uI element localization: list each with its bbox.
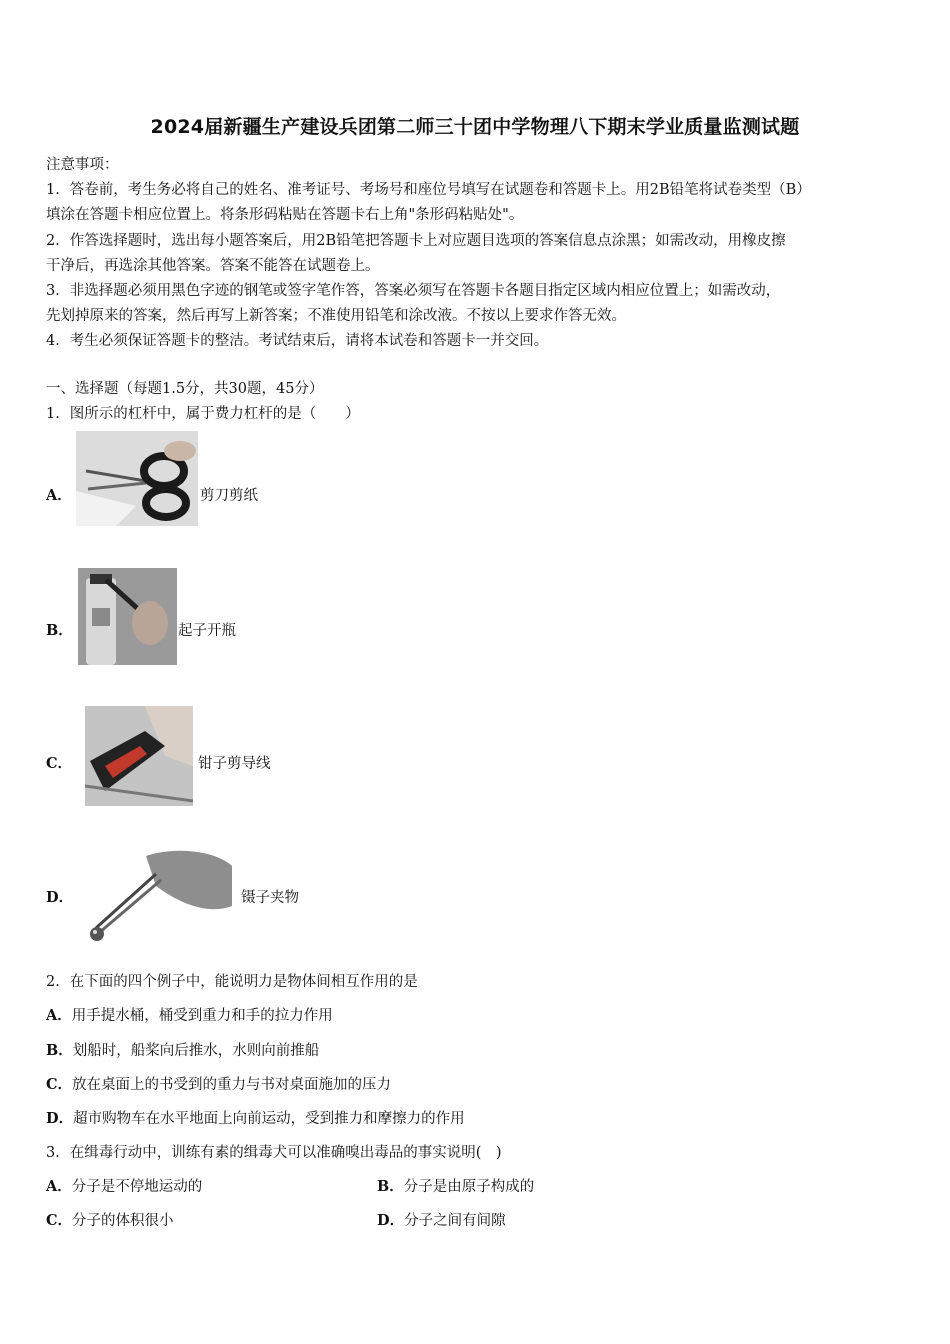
bottle-opener-image bbox=[78, 568, 177, 665]
notice-item-3-line-2: 先划掉原来的答案，然后再写上新答案；不准使用铅笔和涂改液。不按以上要求作答无效。 bbox=[46, 308, 626, 324]
q1-option-d-text: 镊子夹物 bbox=[241, 890, 299, 906]
notice-heading: 注意事项： bbox=[46, 157, 119, 173]
q1-option-b-text: 起子开瓶 bbox=[178, 623, 236, 639]
page-title: 2024届新疆生产建设兵团第二师三十团中学物理八下期末学业质量监测试题 bbox=[150, 116, 800, 138]
q3-option-c-text: 分子的体积很小 bbox=[72, 1213, 174, 1229]
q3-option-b-text: 分子是由原子构成的 bbox=[403, 1179, 535, 1195]
pliers-cutting-wire-image bbox=[85, 706, 193, 806]
q2-option-d-text: 超市购物车在水平地面上向前运动，受到推力和摩擦力的作用 bbox=[73, 1111, 465, 1127]
q2-option-c-text: 放在桌面上的书受到的重力与书对桌面施加的压力 bbox=[72, 1077, 392, 1093]
q3-option-c-letter: C． bbox=[46, 1212, 73, 1229]
q2-option-a bbox=[46, 1004, 333, 1025]
q2-option-b-text: 划船时，船桨向后推水，水则向前推船 bbox=[72, 1043, 320, 1059]
q2-option-b bbox=[46, 1039, 319, 1060]
q1-option-a-text: 剪刀剪纸 bbox=[200, 488, 258, 504]
notice-item-2-line-1: 2．作答选择题时，选出每小题答案后，用2B铅笔把答题卡上对应题目选项的答案信息点涂黑；如需改动，用橡皮擦 bbox=[46, 233, 786, 249]
q2-option-c bbox=[46, 1073, 391, 1094]
bottle-opener-icon bbox=[78, 568, 177, 665]
question-3-stem: 3．在缉毒行动中，训练有素的缉毒犬可以准确嗅出毒品的事实说明( ) bbox=[46, 1145, 502, 1161]
notice-item-4: 4．考生必须保证答题卡的整洁。考试结束后，请将本试卷和答题卡一并交回。 bbox=[46, 333, 549, 349]
tweezers-icon bbox=[86, 846, 232, 944]
section-heading: 一、选择题（每题1.5分，共30题，45分） bbox=[46, 381, 324, 397]
q2-option-c-letter: C． bbox=[46, 1076, 73, 1093]
q3-option-d-letter: D． bbox=[377, 1212, 405, 1229]
pliers-icon bbox=[85, 706, 193, 806]
question-2-stem: 2．在下面的四个例子中，能说明力是物体间相互作用的是 bbox=[46, 974, 418, 990]
question-1-stem: 1．图所示的杠杆中，属于费力杠杆的是（ ） bbox=[46, 406, 360, 422]
scissors-cutting-paper-image bbox=[76, 431, 198, 526]
q1-option-b-letter: B． bbox=[46, 622, 73, 639]
q2-option-d-letter: D． bbox=[46, 1110, 74, 1127]
tweezers-holding-object-image bbox=[86, 846, 232, 944]
q3-option-d bbox=[377, 1209, 506, 1230]
q1-option-d-letter: D． bbox=[46, 889, 74, 906]
q3-option-d-text: 分子之间有间隙 bbox=[404, 1213, 506, 1229]
scissors-icon bbox=[76, 431, 198, 526]
q3-option-a bbox=[46, 1175, 202, 1196]
notice-item-1-line-1: 1．答卷前，考生务必将自己的姓名、准考证号、考场号和座位号填写在试题卷和答题卡上。用2B铅笔将试卷类型（B） bbox=[46, 182, 811, 198]
q3-option-c bbox=[46, 1209, 174, 1230]
q2-option-a-text: 用手提水桶，桶受到重力和手的拉力作用 bbox=[71, 1008, 333, 1024]
q1-option-a-letter: A． bbox=[46, 487, 72, 504]
q1-option-c-letter: C． bbox=[46, 755, 73, 772]
q2-option-d bbox=[46, 1107, 465, 1128]
notice-item-2-line-2: 干净后，再选涂其他答案。答案不能答在试题卷上。 bbox=[46, 258, 380, 274]
notice-item-3-line-1: 3．非选择题必须用黑色字迹的钢笔或签字笔作答，答案必须写在答题卡各题目指定区域内相应位置上；如需改动， bbox=[46, 283, 781, 299]
q3-option-a-letter: A． bbox=[46, 1178, 72, 1195]
q3-option-a-text: 分子是不停地运动的 bbox=[71, 1179, 203, 1195]
q3-option-b bbox=[377, 1175, 534, 1196]
q2-option-a-letter: A． bbox=[46, 1007, 72, 1024]
q3-option-b-letter: B． bbox=[377, 1178, 404, 1195]
q1-option-c-text: 钳子剪导线 bbox=[198, 756, 271, 772]
notice-item-1-line-2: 填涂在答题卡相应位置上。将条形码粘贴在答题卡右上角"条形码粘贴处"。 bbox=[46, 207, 524, 223]
q2-option-b-letter: B． bbox=[46, 1042, 73, 1059]
